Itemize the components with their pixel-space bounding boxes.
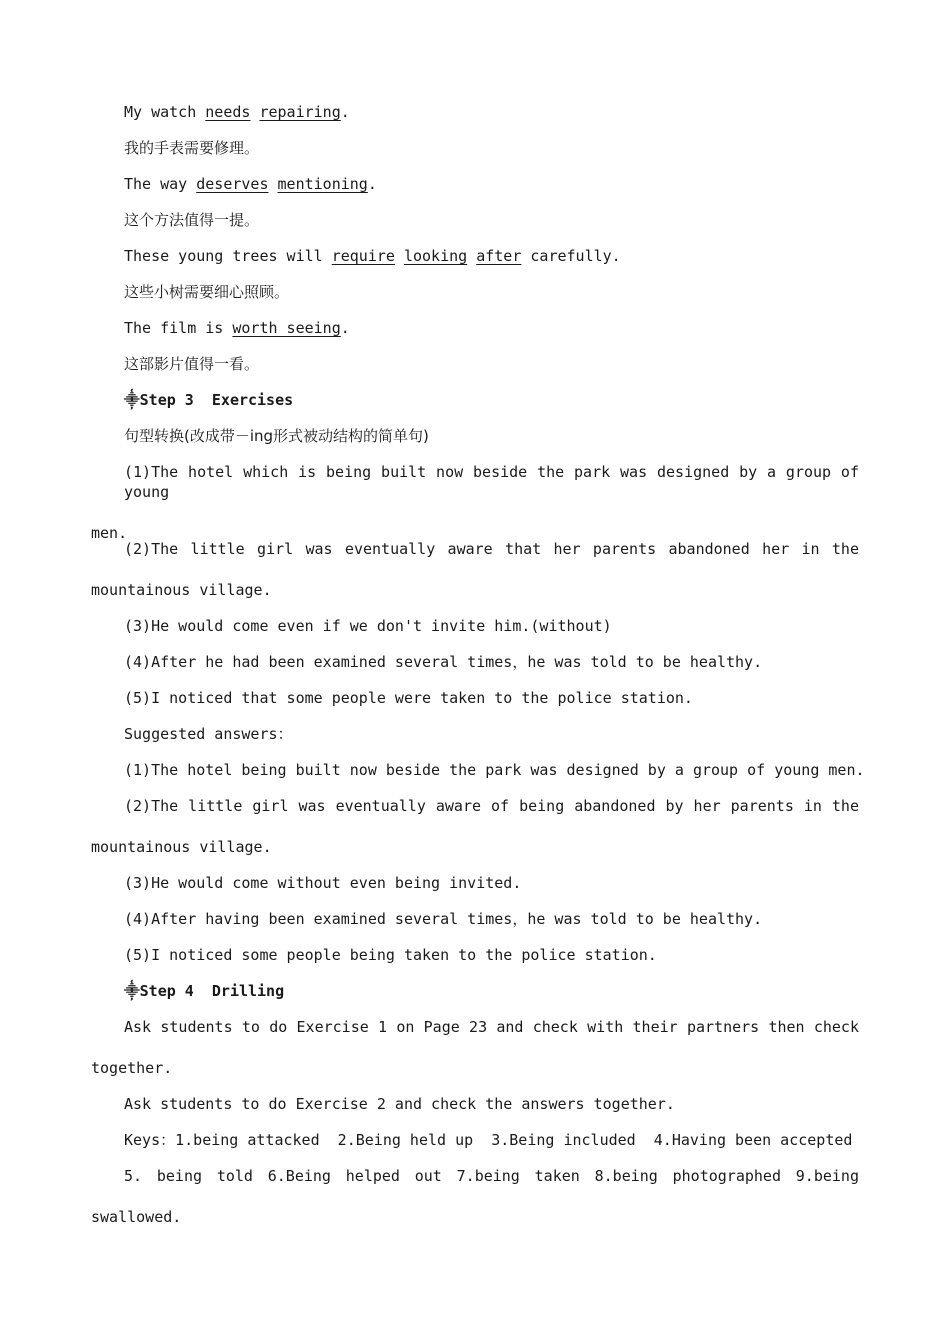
question-1-line-2: men. <box>91 524 128 542</box>
keys-line-2 <box>91 1166 859 1227</box>
underlined-phrase: looking <box>403 247 468 265</box>
drilling-paragraph-1-line-2: together. <box>91 1059 173 1077</box>
step3-instruction: 句型转换(改成带－ing形式被动结构的简单句) <box>124 427 429 445</box>
answer-2 <box>91 796 859 857</box>
question-2-line-2: mountainous village. <box>91 581 272 599</box>
keys-line-2-part-1: 5. being told 6.Being helped out 7.being taken 8.being photographed 9.being <box>124 1167 859 1185</box>
question-4: (4)After he had been examined several times，he was told to be healthy. <box>124 653 763 671</box>
underlined-phrase: require <box>331 247 395 265</box>
text: My watch <box>124 103 206 121</box>
answer-5: (5)I noticed some people being taken to the police station. <box>124 946 657 964</box>
example-sentence-2 <box>124 174 377 194</box>
answer-3: (3)He would come without even being invited. <box>124 874 522 892</box>
space <box>395 247 404 265</box>
space <box>467 247 476 265</box>
example-sentence-4 <box>124 318 350 338</box>
text: These young trees will <box>124 247 332 265</box>
step3-heading: ⸎Step 3 Exercises <box>124 391 294 409</box>
space <box>269 175 278 193</box>
underlined-phrase: worth seeing <box>232 319 341 337</box>
text: carefully. <box>521 247 621 265</box>
text: . <box>340 103 350 121</box>
question-3: (3)He would come even if we don't invite him.(without) <box>124 617 612 635</box>
example-translation-3: 这些小树需要细心照顾。 <box>124 283 290 301</box>
underlined-phrase: needs <box>205 103 251 121</box>
answer-4: (4)After having been examined several times，he was told to be healthy. <box>124 910 763 928</box>
question-2-line-1: (2)The little girl was eventually aware that her parents abandoned her in the <box>124 540 859 558</box>
keys-line-1: Keys：1.being attacked 2.Being held up 3.Being included 4.Having been accepted <box>124 1131 853 1149</box>
underlined-phrase: after <box>476 247 522 265</box>
keys-line-2-part-2: swallowed. <box>91 1208 182 1226</box>
drilling-paragraph-1-line-1: Ask students to do Exercise 1 on Page 23 and check with their partners then check <box>124 1018 859 1036</box>
step4-heading: ⸎Step 4 Drilling <box>124 982 285 1000</box>
example-sentence-1 <box>124 102 350 122</box>
suggested-answers-label: Suggested answers： <box>124 725 293 743</box>
text: . <box>367 175 377 193</box>
drilling-paragraph-2: Ask students to do Exercise 2 and check the answers together. <box>124 1095 675 1113</box>
text: . <box>340 319 350 337</box>
drilling-paragraph-1 <box>91 1017 859 1078</box>
example-sentence-3 <box>124 246 621 266</box>
answer-1: (1)The hotel being built now beside the park was designed by a group of young men. <box>124 761 865 779</box>
question-5: (5)I noticed that some people were taken to the police station. <box>124 689 693 707</box>
question-1-line-1: (1)The hotel which is being built now beside the park was designed by a group of young <box>124 463 859 501</box>
underlined-phrase: mentioning <box>277 175 368 193</box>
text: The film is <box>124 319 233 337</box>
question-1 <box>91 462 859 543</box>
text: The way <box>124 175 197 193</box>
example-translation-4: 这部影片值得一看。 <box>124 355 260 373</box>
answer-2-line-1: (2)The little girl was eventually aware of being abandoned by her parents in the <box>124 797 859 815</box>
example-translation-2: 这个方法值得一提。 <box>124 211 260 229</box>
example-translation-1: 我的手表需要修理。 <box>124 139 260 157</box>
underlined-phrase: repairing <box>259 103 341 121</box>
question-2 <box>91 539 859 600</box>
underlined-phrase: deserves <box>196 175 269 193</box>
answer-2-line-2: mountainous village. <box>91 838 272 856</box>
